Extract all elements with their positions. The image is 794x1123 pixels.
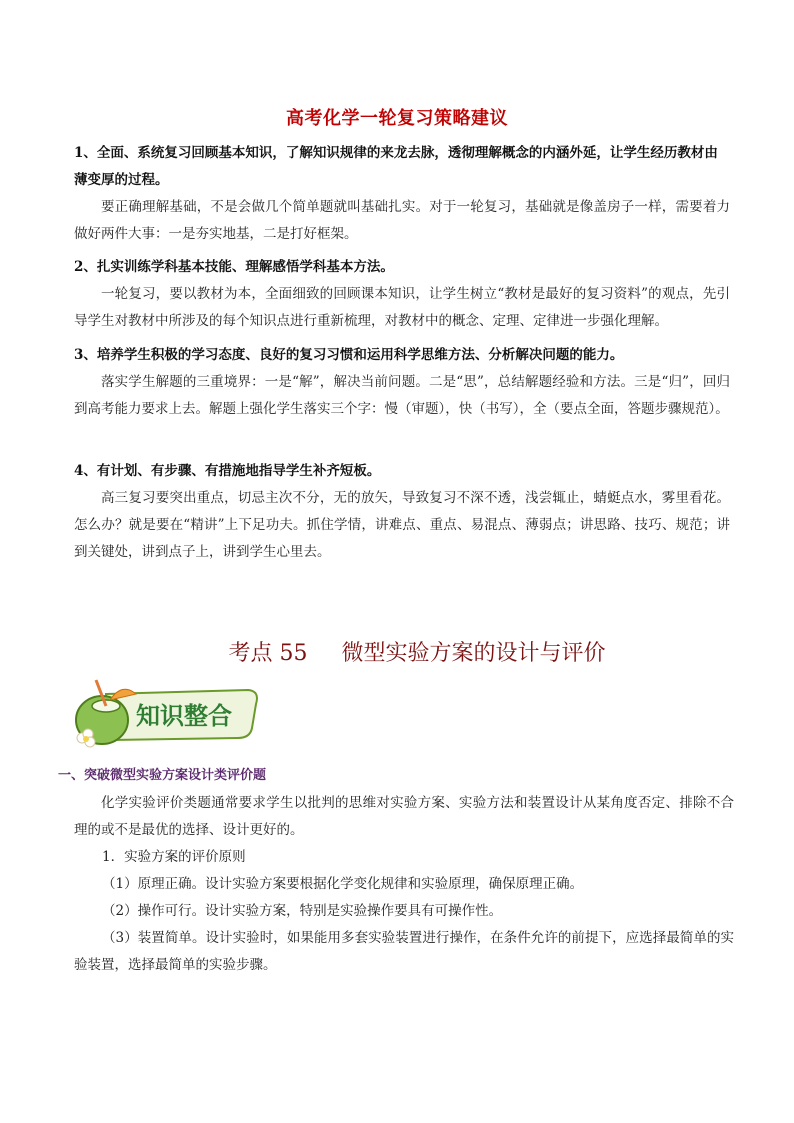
strategy-body: 要正确理解基础，不是会做几个简单题就叫基础扎实。对于一轮复习，基础就是像盖房子一样，需要着力做好两件大事：一是夯实地基，二是打好框架。 [74,199,730,242]
strategy-1 [74,140,730,248]
strategy-body: 一轮复习，要以教材为本，全面细致的回顾课本知识，让学生树立“教材是最好的复习资料”的观点，先引导学生对教材中所涉及的每个知识点进行重新梳理，对教材中的概念、定理、定律进一步强化理解。 [74,286,730,329]
knowledge-badge [66,676,262,750]
principle-item: （3）装置简单。设计实验时，如果能用多套实验装置进行操作，在条件允许的前提下，应选择最简单的实验装置，选择最简单的实验步骤。 [74,930,734,973]
strategy-3 [74,342,730,423]
strategy-heading: 3、培养学生积极的学习态度、良好的复习习惯和运用科学思维方法、分析解决问题的能力。 [74,347,624,363]
strategy-heading: 2、扎实训练学科基本技能、理解感悟学科基本方法。 [74,259,394,275]
kaodian-number: 考点 55 [228,641,308,666]
badge-text: 知识整合 [136,702,232,730]
kaodian-title [0,636,794,667]
principle-item: （1）原理正确。设计实验方案要根据化学变化规律和实验原理，确保原理正确。 [102,876,584,892]
strategy-body: 落实学生解题的三重境界：一是“解”，解决当前问题。二是“思”，总结解题经验和方法。三是“归”，回归到高考能力要求上去。解题上强化学生落实三个字：慢（审题），快（书写），全（要点全面，答题步骤规范）。 [74,374,730,417]
strategy-heading: 4、有计划、有步骤、有措施地指导学生补齐短板。 [74,463,381,479]
sub-heading: 1．实验方案的评价原则 [102,849,246,865]
principle-item: （2）操作可行。设计实验方案，特别是实验操作要具有可操作性。 [102,903,503,919]
strategy-4 [74,458,730,566]
strategy-heading: 1、全面、系统复习回顾基本知识，了解知识规律的来龙去脉，透彻理解概念的内涵外延，让学生经历教材由薄变厚的过程。 [74,145,718,188]
strategy-2 [74,254,730,335]
kaodian-name: 微型实验方案的设计与评价 [341,641,606,666]
section-intro: 化学实验评价类题通常要求学生以批判的思维对实验方案、实验方法和装置设计从某角度否定、排除不合理的或不是最优的选择、设计更好的。 [74,795,734,838]
page-title: 高考化学一轮复习策略建议 [286,108,508,129]
section-heading: 一、突破微型实验方案设计类评价题 [58,768,267,783]
section-body [74,790,734,979]
strategy-body: 高三复习要突出重点，切忌主次不分，无的放矢，导致复习不深不透，浅尝辄止，蜻蜓点水，雾里看花。怎么办？就是要在“精讲”上下足功夫。抓住学情，讲难点、重点、易混点、薄弱点；讲思路、技巧、规范；讲到关键处，讲到点子上，讲到学生心里去。 [74,490,730,560]
